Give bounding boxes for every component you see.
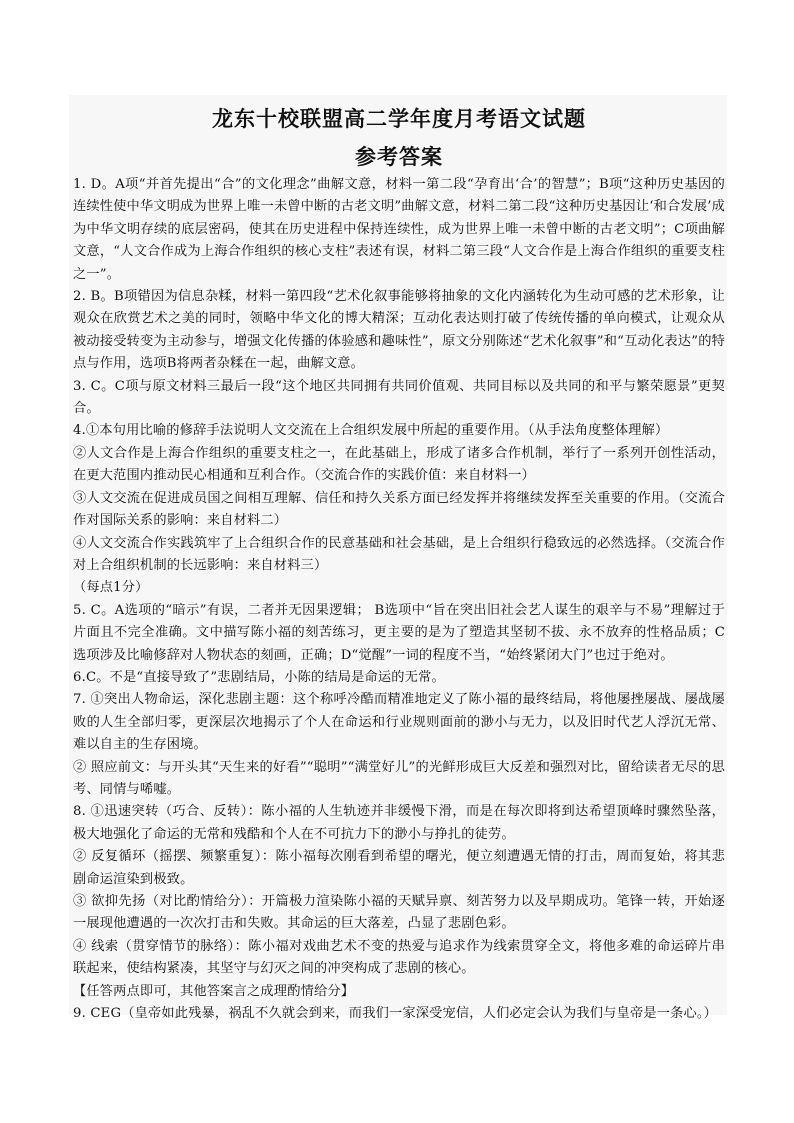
answer-9: 9. CEG（皇帝如此残暴，祸乱不久就会到来，而我们一家深受宠信，人们必定会认为我们与皇帝是一条心。）	[73, 1006, 718, 1022]
answer-2: 2. B。B项错因为信息杂糅，材料一第四段“艺术化叙事能够将抽象的文化内涵转化为生动可感的艺术形象，让观众在欣赏艺术之美的同时，领略中华文化的博大精深；互动化表达则打破了传统传播的单向模式，让观众从被动接受转变为主动参与，增强文化传播的体验感和趣味性”，原文分别陈述“艺术化叙事”和“互动化表达”的特点与作用，选项B将两者杂糅在一起，曲解文意。	[73, 289, 725, 372]
answer-8-point-2: ② 反复循环（摇摆、频繁重复）：陈小福每次刚看到希望的曙光，便立刻遭遇无情的打击，周而复始，将其悲剧命运渲染到极致。	[73, 849, 725, 887]
answer-4-scoring-note: （每点1分）	[73, 580, 149, 596]
answer-6: 6.C。不是“直接导致了”悲剧结局，小陈的结局是命运的无常。	[73, 669, 445, 685]
answer-4-point-1: 4.①本句用比喻的修辞手法说明人文交流在上合组织发展中所起的重要作用。（从手法角度整体理解）	[73, 423, 669, 439]
document-title: 龙东十校联盟高二学年度月考语文试题	[212, 107, 586, 131]
document-subtitle: 参考答案	[355, 145, 443, 169]
answer-4-point-3: ③人文交流在促进成员国之间相互理解、信任和持久关系方面已经发挥并将继续发挥至关重要的作用。（交流合作对国际关系的影响：来自材料二）	[73, 490, 725, 529]
answer-8-point-4: ④ 线索（贯穿情节的脉络）：陈小福对戏曲艺术不变的热爱与追求作为线索贯穿全文，将他多难的命运碎片串联起来，使结构紧凑，其坚守与幻灭之间的冲突构成了悲剧的核心。	[73, 938, 725, 977]
answer-4-point-2: ②人文合作是上海合作组织的重要支柱之一，在此基础上，形成了诸多合作机制，举行了一系列开创性活动，在更大范围内推动民心相通和互利合作。（交流合作的实践价值：来自材料一）	[73, 445, 725, 484]
answer-8-point-1: 8. ①迅速突转（巧合、反转）：陈小福的人生轨迹并非缓慢下滑，而是在每次即将到达希望顶峰时骤然坠落，极大地强化了命运的无常和残酷和个人在不可抗力下的渺小与挣扎的徒劳。	[73, 804, 725, 842]
answer-5: 5. C。A选项的“暗示”有误，二者并无因果逻辑； B选项中“旨在突出旧社会艺人谋生的艰辛与不易”理解过于片面且不完全准确。文中描写陈小福的刻苦练习，更主要的是为了塑造其坚韧不拔、永不放弃的性格品质；C选项涉及比喻修辞对人物状态的刻画，正确；D“觉醒”一词的程度不当，“始终紧闭大门”也过于绝对。	[73, 602, 725, 663]
answer-8-point-3: ③ 欲抑先扬（对比酌情给分）：开篇极力渲染陈小福的天赋异禀、刻苦努力以及早期成功。笔锋一转，开始逐一展现他遭遇的一次次打击和失败。其命运的巨大落差，凸显了悲剧色彩。	[73, 894, 725, 932]
answer-7-point-2: ② 照应前文：与开头其“天生来的好看”“聪明”“满堂好儿”的光鲜形成巨大反差和强烈对比，留给读者无尽的思考、同情与唏嘘。	[73, 759, 725, 797]
answer-7-point-1: 7. ①突出人物命运，深化悲剧主题：这个称呼冷酷而精准地定义了陈小福的最终结局，将他屡挫屡战、屡战屡败的人生全部归零，更深层次地揭示了个人在命运和行业规则面前的渺小与无力，以及旧时代艺人浮沉无常、难以自主的生存困境。	[73, 692, 725, 753]
answer-3: 3. C。C项与原文材料三最后一段“这个地区共同拥有共同价值观、共同目标以及共同的和平与繁荣愿景”更契合。	[73, 378, 725, 417]
answer-4-point-4: ④人文交流合作实践筑牢了上合组织合作的民意基础和社会基础，是上合组织行稳致远的必然选择。（交流合作对上合组织机制的长远影响：来自材料三）	[73, 535, 725, 573]
answer-key-content	[73, 100, 725, 1025]
answer-8-scoring-note: 【任答两点即可，其他答案言之成理酌情给分】	[73, 983, 355, 999]
answer-1: 1. D。A项“并首先提出“合”的文化理念”曲解文意，材料一第二段“孕育出‘合’的智慧”；B项“这种历史基因的连续性使中华文明成为世界上唯一未曾中断的古老文明”曲解文意，材料二第二段“这种历史基因让‘和合发展’成为中华文明存续的底层密码，使其在历史进程中保持连续性，成为世界上唯一未曾中断的古老文明”；C项曲解文意，“人文合作成为上海合作组织的核心支柱”表述有误，材料二第三段“人文合作是上海合作组织的重要支柱之一”。	[73, 177, 725, 282]
